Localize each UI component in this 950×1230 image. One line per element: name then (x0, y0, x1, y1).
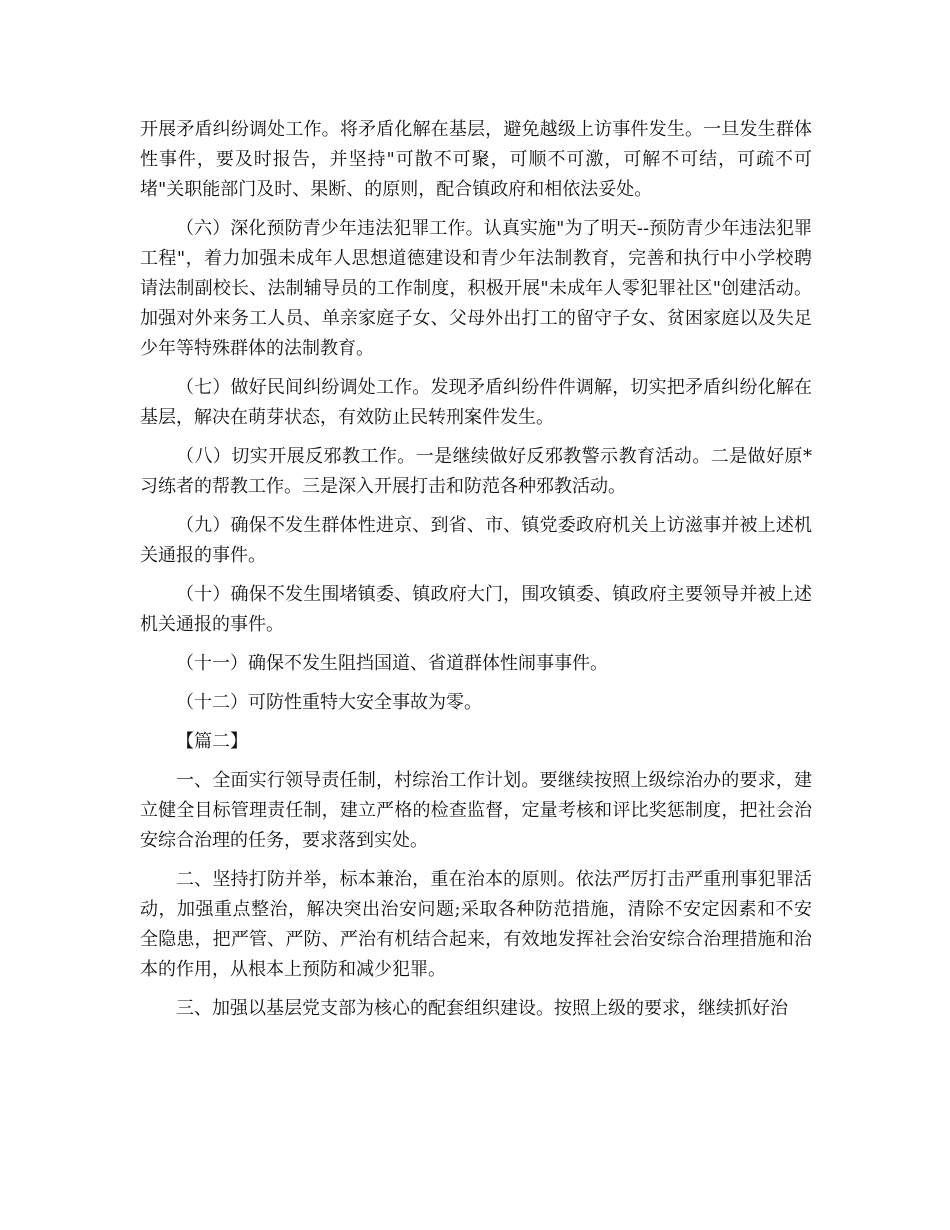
paragraph-4: （八）切实开展反邪教工作。一是继续做好反邪教警示教育活动。二是做好原*习练者的帮教工作。三是深入开展打击和防范各种邪教活动。 (140, 446, 812, 497)
paragraph-3: （七）做好民间纠纷调处工作。发现矛盾纠纷件件调解，切实把矛盾纠纷化解在基层，解决在萌芽状态，有效防止民转刑案件发生。 (140, 377, 812, 428)
paragraph-11: 三、加强以基层党支部为核心的配套组织建设。按照上级的要求，继续抓好治 (176, 998, 788, 1019)
paragraph-7: （十一）确保不发生阻挡国道、省道群体性闹事事件。 (176, 653, 608, 674)
paragraph-9: 一、全面实行领导责任制，村综治工作计划。要继续按照上级综治办的要求，建立健全目标管理责任制，建立严格的检查监督，定量考核和评比奖惩制度，把社会治安综合治理的任务，要求落到实处。 (140, 770, 812, 851)
paragraph-10: 二、坚持打防并举，标本兼治，重在治本的原则。依法严厉打击严重刑事犯罪活动，加强重点整治，解决突出治安问题;采取各种防范措施，清除不安定因素和不安全隐患，把严管、严防、严治有机结合起来，有效地发挥社会治安综合治理措施和治本的作用，从根本上预防和减少犯罪。 (140, 869, 812, 980)
document-body (140, 115, 812, 1033)
paragraph-8: （十二）可防性重特大安全事故为零。 (176, 692, 482, 713)
paragraph-5: （九）确保不发生群体性进京、到省、市、镇党委政府机关上访滋事并被上述机关通报的事件。 (140, 515, 812, 566)
section-heading: 【篇二】 (176, 731, 248, 752)
paragraph-2: （六）深化预防青少年违法犯罪工作。认真实施"为了明天--预防青少年违法犯罪工程"，着力加强未成年人思想道德建设和青少年法制教育，完善和执行中小学校聘请法制副校长、法制辅导员的工作制度，积极开展"未成年人零犯罪社区"创建活动。加强对外来务工人员、单亲家庭子女、父母外出打工的留守子女、贫困家庭以及失足少年等特殊群体的法制教育。 (140, 218, 812, 359)
paragraph-1: 开展矛盾纠纷调处工作。将矛盾化解在基层，避免越级上访事件发生。一旦发生群体性事件，要及时报告，并坚持"可散不可聚，可顺不可激，可解不可结，可疏不可堵"关职能部门及时、果断、的原则，配合镇政府和相依法妥处。 (140, 119, 812, 200)
paragraph-6: （十）确保不发生围堵镇委、镇政府大门，围攻镇委、镇政府主要领导并被上述机关通报的事件。 (140, 584, 812, 635)
